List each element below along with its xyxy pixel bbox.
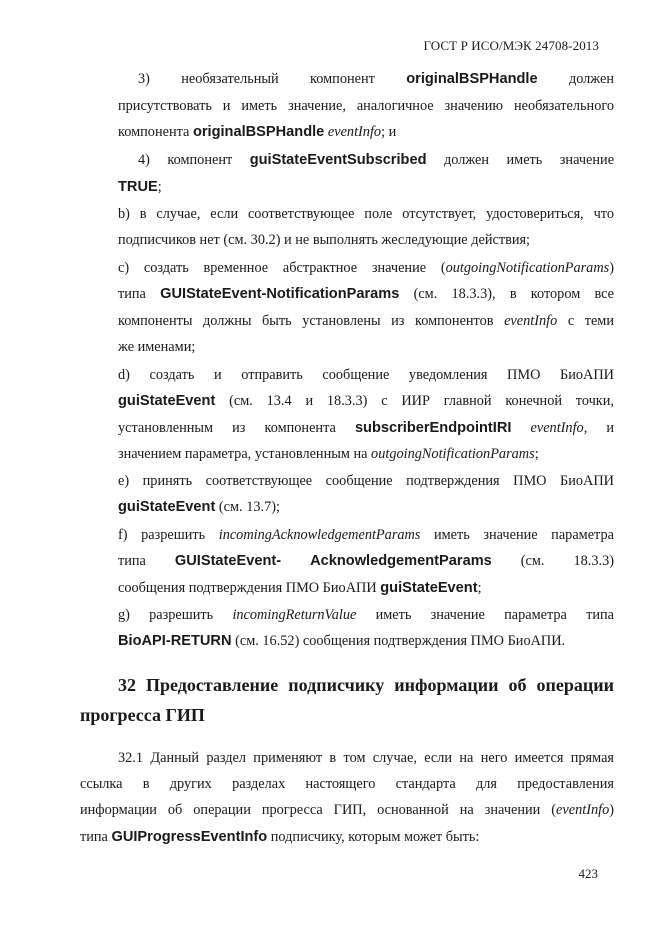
item-e-line-1: e) принять соответствующее сообщение подтверждения ПМО БиоАПИ	[118, 473, 614, 489]
item-4-line-1: 4) компонент guiStateEventSubscribed должен иметь значение	[138, 152, 615, 168]
code-gui-state-event: guiStateEvent	[118, 393, 216, 409]
page-number: 423	[578, 866, 598, 881]
item-f-line-1: f) разрешить incomingAcknowledgementParams иметь значение параметра	[118, 527, 614, 543]
item-e-line-2: guiStateEvent (см. 13.7);	[118, 499, 280, 515]
para-32-1-line-4: типа GUIProgressEventInfo подписчику, которым может быть:	[80, 829, 480, 845]
para-32-1-line-1: 32.1 Данный раздел применяют в том случае, если на него имеется прямая	[118, 750, 614, 766]
item-4-line-2: TRUE;	[118, 179, 162, 195]
item-3-line-1: 3) необязательный компонент originalBSPHandle должен	[138, 71, 614, 87]
item-3-line-2: присутствовать и иметь значение, аналогичное значению необязательного	[118, 98, 614, 114]
item-b-line-2: подписчиков нет (см. 30.2) и не выполнять жеследующие действия;	[118, 232, 531, 248]
code-acknowledgement-params: AcknowledgementParams	[310, 553, 492, 569]
para-32-1-line-2: ссылка в других разделах настоящего стандарта для предоставления	[80, 776, 614, 792]
item-g-line-1: g) разрешить incomingReturnValue иметь значение параметра типа	[118, 607, 614, 623]
item-f-line-3: сообщения подтверждения ПМО БиоАПИ guiStateEvent;	[118, 580, 482, 596]
item-b-line-1: b) в случае, если соответствующее поле отсутствует, удостовериться, что	[118, 206, 614, 222]
code-gui-state-event-notification-params: GUIStateEvent-NotificationParams	[160, 286, 400, 302]
item-d-line-1: d) создать и отправить сообщение уведомления ПМО БиоАПИ	[118, 367, 614, 383]
code-gui-state-event: guiStateEvent	[380, 580, 478, 596]
item-c-line-4: же именами;	[118, 339, 196, 355]
item-g-line-2: BioAPI-RETURN (см. 16.52) сообщения подтверждения ПМО БиоАПИ.	[118, 633, 566, 649]
code-gui-state-event-subscribed: guiStateEventSubscribed	[249, 152, 427, 168]
item-c-line-3: компоненты должны быть установлены из компонентов eventInfo с теми	[118, 313, 614, 329]
code-subscriber-endpoint-iri: subscriberEndpointIRI	[354, 420, 512, 436]
item-3-line-3: компонента originalBSPHandle eventInfo; и	[118, 124, 397, 140]
item-c-line-2: типа GUIStateEvent-NotificationParams (см. 18.3.3), в котором все	[118, 286, 614, 302]
item-f-line-2: типа GUIStateEvent- AcknowledgementParams (см. 18.3.3)	[118, 553, 615, 569]
section-heading-line-1: 32 Предоставление подписчику информации об операции	[118, 675, 614, 695]
para-32-1-line-3: информации об операции прогресса ГИП, основанной на значении (eventInfo)	[80, 802, 614, 818]
section-heading-line-2: прогресса ГИП	[80, 705, 205, 725]
item-c-line-1: c) создать временное абстрактное значение (outgoingNotificationParams)	[118, 260, 614, 276]
item-d-line-2: guiStateEvent (см. 13.4 и 18.3.3) с ИИР главной конечной точки,	[118, 393, 614, 409]
code-original-bsp-handle: originalBSPHandle	[192, 124, 325, 140]
code-original-bsp-handle: originalBSPHandle	[406, 71, 538, 87]
document-header: ГОСТ Р ИСО/МЭК 24708-2013	[423, 38, 599, 53]
item-d-line-4: значением параметра, установленным на outgoingNotificationParams;	[118, 446, 539, 462]
code-gui-progress-event-info: GUIProgressEventInfo	[111, 829, 268, 845]
code-bioapi-return: BioAPI-RETURN	[118, 633, 232, 649]
code-gui-state-event-part: GUIStateEvent-	[174, 553, 282, 569]
item-d-line-3: установленным из компонента subscriberEndpointIRI eventInfo, и	[118, 420, 614, 436]
code-gui-state-event: guiStateEvent	[118, 499, 216, 515]
code-true: TRUE	[118, 179, 158, 195]
